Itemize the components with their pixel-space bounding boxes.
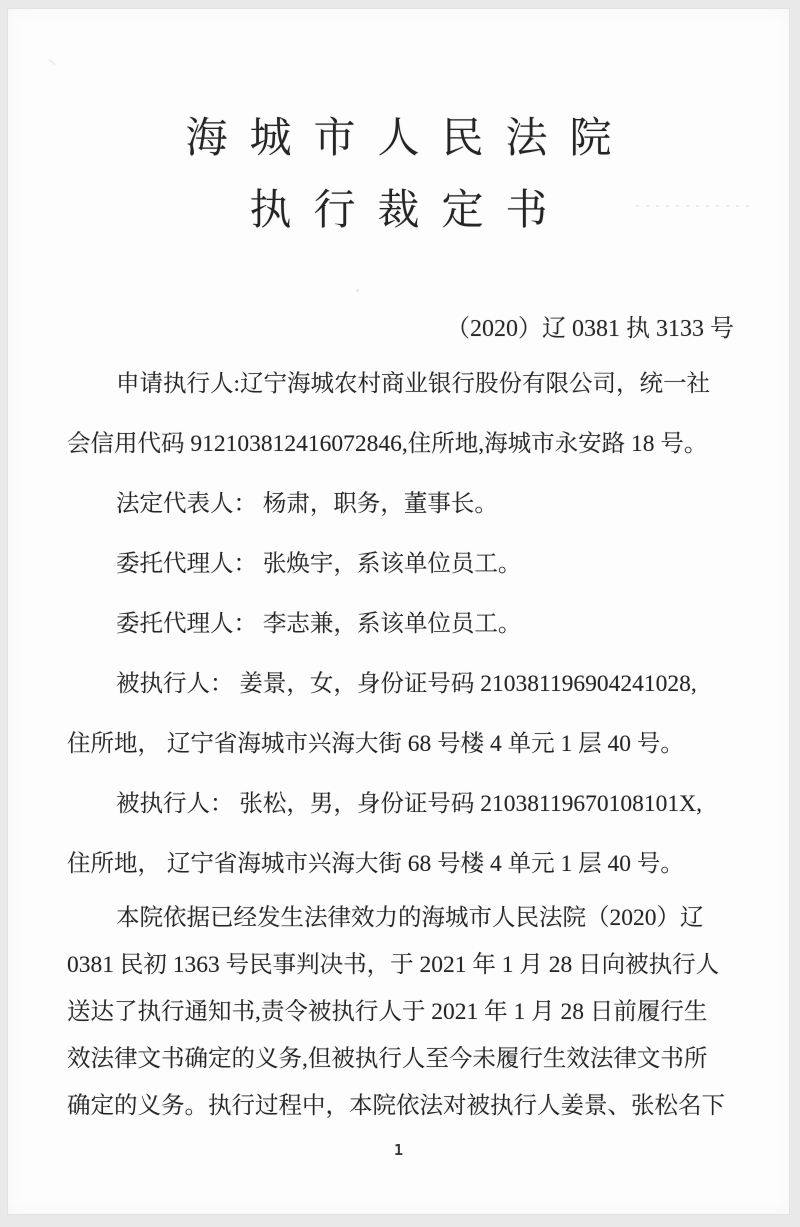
document-text-line: 效法律文书确定的义务,但被执行人至今未履行生效法律文书所	[67, 1046, 708, 1072]
document-text-line: 被执行人： 姜景，女，身份证号码 210381196904241028,	[116, 671, 697, 697]
scan-speck	[48, 59, 55, 66]
document-text-line: 送达了执行通知书,责令被执行人于 2021 年 1 月 28 日前履行生	[67, 999, 708, 1025]
document-text-line: 本院依据已经发生法律效力的海城市人民法院（2020）辽	[116, 905, 704, 931]
party-information-section	[67, 354, 747, 894]
document-text-line: 会信用代码 912103812416072846,住所地,海城市永安路 18 号。	[67, 431, 708, 457]
document-type-title: 执行裁定书	[249, 188, 570, 234]
document-page	[7, 8, 790, 1215]
document-text-line: 0381 民初 1363 号民事判决书，于 2021 年 1 月 28 日向被执行人	[67, 952, 720, 978]
document-text-line: 住所地， 辽宁省海城市兴海大街 68 号楼 4 单元 1 层 40 号。	[67, 731, 684, 757]
document-text-line: 法定代表人： 杨肃，职务，董事长。	[116, 491, 498, 517]
document-text-line: 申请执行人:辽宁海城农村商业银行股份有限公司，统一社	[116, 371, 711, 397]
page-number: 1	[393, 1141, 404, 1159]
document-text-line: 住所地， 辽宁省海城市兴海大街 68 号楼 4 单元 1 层 40 号。	[67, 851, 684, 877]
document-text-line: 委托代理人： 李志兼，系该单位员工。	[116, 611, 522, 637]
document-text-line: 被执行人： 张松，男，身份证号码 21038119670108101X,	[116, 791, 702, 817]
scan-speck	[356, 289, 359, 292]
document-text-line: 委托代理人： 张焕宇，系该单位员工。	[116, 551, 522, 577]
case-number: （2020）辽 0381 执 3133 号	[446, 316, 734, 342]
court-name-title: 海城市人民法院	[185, 116, 634, 162]
document-text-line: 确定的义务。执行过程中，本院依法对被执行人姜景、张松名下	[67, 1093, 725, 1119]
ruling-text-section	[67, 895, 747, 1130]
